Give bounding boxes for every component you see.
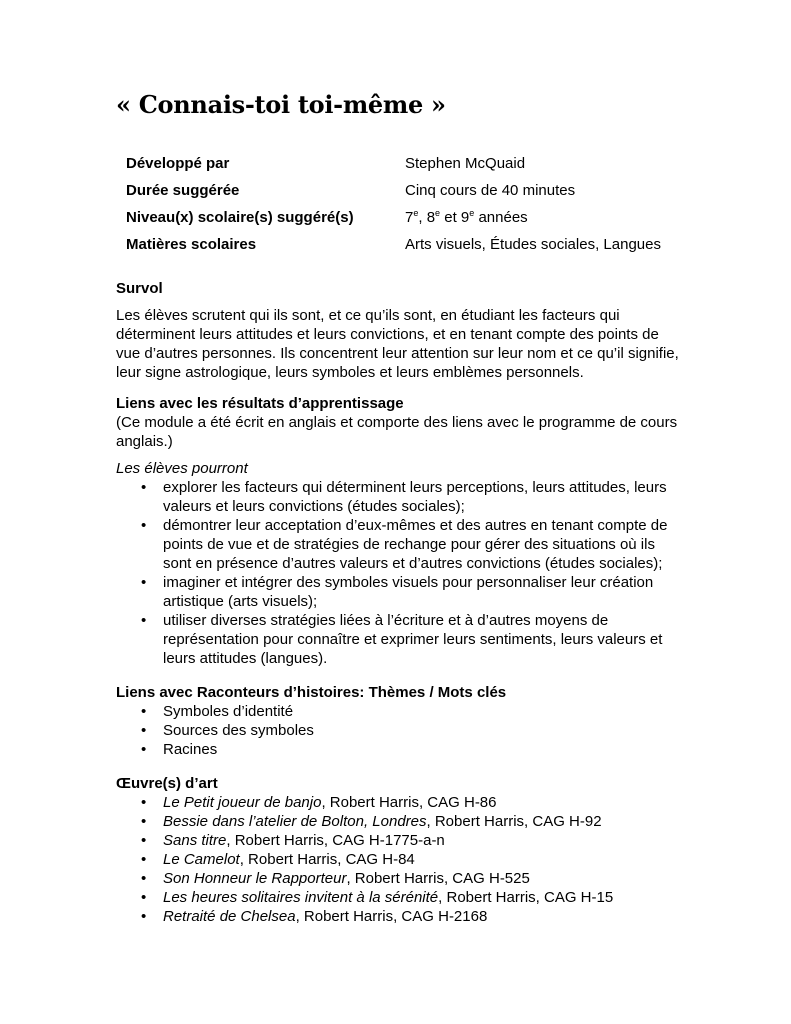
level-grade-9: 9	[460, 209, 470, 226]
page-title: « Connais-toi toi-même »	[116, 90, 446, 119]
artwork-title: Le Camelot	[163, 851, 240, 868]
artwork-item	[163, 888, 681, 907]
list-item: • Symboles d’identité	[163, 702, 681, 721]
list-item: • Racines	[163, 740, 681, 759]
artwork-item	[163, 869, 681, 888]
list-item: • Sources des symboles	[163, 721, 681, 740]
artwork-item	[163, 793, 681, 812]
level-suffix: e	[435, 208, 441, 218]
subjects-value: Arts visuels, Études sociales, Langues	[405, 236, 661, 253]
artwork-credit: , Robert Harris, CAG H-84	[239, 851, 415, 868]
artwork-item	[163, 850, 681, 869]
level-grade-7: 7	[405, 209, 414, 226]
artwork-credit: , Robert Harris, CAG H-92	[426, 813, 602, 830]
artworks-heading: Œuvre(s) d’art	[116, 775, 218, 792]
info-row-developer	[126, 150, 706, 177]
duration-label: Durée suggérée	[126, 182, 240, 199]
artworks-list	[116, 793, 681, 926]
info-row-subjects	[126, 231, 706, 258]
artwork-item	[163, 831, 681, 850]
level-label: Niveau(x) scolaire(s) suggéré(s)	[126, 209, 354, 226]
info-table	[126, 150, 706, 258]
info-row-level	[126, 204, 706, 231]
artwork-title: Bessie dans l’atelier de Bolton, Londres	[163, 813, 427, 830]
info-row-duration	[126, 177, 706, 204]
artwork-credit: , Robert Harris, CAG H-15	[438, 889, 614, 906]
developer-value: Stephen McQuaid	[405, 155, 526, 172]
artwork-item	[163, 812, 681, 831]
artwork-credit: , Robert Harris, CAG H-525	[346, 870, 530, 887]
developer-label: Développé par	[126, 155, 230, 172]
level-value	[405, 204, 706, 231]
level-suffix: e	[413, 208, 419, 218]
outcomes-note: (Ce module a été écrit en anglais et comporte des liens avec le programme de cours anglais.)	[116, 414, 678, 450]
list-item: • démontrer leur acceptation d’eux-mêmes et des autres en tenant compte de points de vue et de stratégies de rechange pour gérer des situations où ils sont en présence d’autres valeurs et d’autres convictions (études sociales);	[163, 516, 681, 573]
overview-heading: Survol	[116, 280, 163, 297]
list-item: • utiliser diverses stratégies liées à l’écriture et à d’autres moyens de représentation pour connaître et exprimer leurs sentiments, leurs valeurs et leurs attitudes (langues).	[163, 611, 681, 668]
artwork-title: Les heures solitaires invitent à la sérénité	[163, 889, 439, 906]
artwork-credit: , Robert Harris, CAG H-2168	[295, 908, 488, 925]
level-separator: ,	[418, 209, 427, 226]
outcomes-list	[116, 478, 681, 668]
level-grade-8: 8	[426, 209, 436, 226]
themes-list	[116, 702, 681, 759]
list-item: • imaginer et intégrer des symboles visuels pour personnaliser leur création artistique (arts visuels);	[163, 573, 681, 611]
themes-heading: Liens avec Raconteurs d’histoires: Thèmes / Mots clés	[116, 684, 507, 701]
level-suffix: e	[469, 208, 475, 218]
artwork-credit: , Robert Harris, CAG H-86	[321, 794, 497, 811]
artwork-credit: , Robert Harris, CAG H-1775-a-n	[226, 832, 445, 849]
level-tail: années	[474, 209, 528, 226]
list-item: • explorer les facteurs qui déterminent leurs perceptions, leurs attitudes, leurs valeurs et leurs convictions (études sociales);	[163, 478, 681, 516]
outcomes-intro: Les élèves pourront	[116, 460, 248, 477]
artwork-title: Retraité de Chelsea	[163, 908, 296, 925]
duration-value: Cinq cours de 40 minutes	[405, 182, 576, 199]
artwork-title: Son Honneur le Rapporteur	[163, 870, 347, 887]
artwork-item	[163, 907, 681, 926]
overview-text: Les élèves scrutent qui ils sont, et ce qu’ils sont, en étudiant les facteurs qui déterminent leurs attitudes et leurs convictions, et en tenant compte des points de vue d’autres personnes. Ils concentrent leur attention sur leur nom et ce qu’il signifie, leur signe astrologique, leurs symboles et leurs emblèmes personnels.	[116, 307, 679, 381]
subjects-label: Matières scolaires	[126, 236, 257, 253]
outcomes-heading: Liens avec les résultats d’apprentissage	[116, 395, 404, 412]
artwork-title: Le Petit joueur de banjo	[163, 794, 322, 811]
level-separator: et	[440, 209, 461, 226]
artwork-title: Sans titre	[163, 832, 227, 849]
document-body	[116, 279, 681, 926]
